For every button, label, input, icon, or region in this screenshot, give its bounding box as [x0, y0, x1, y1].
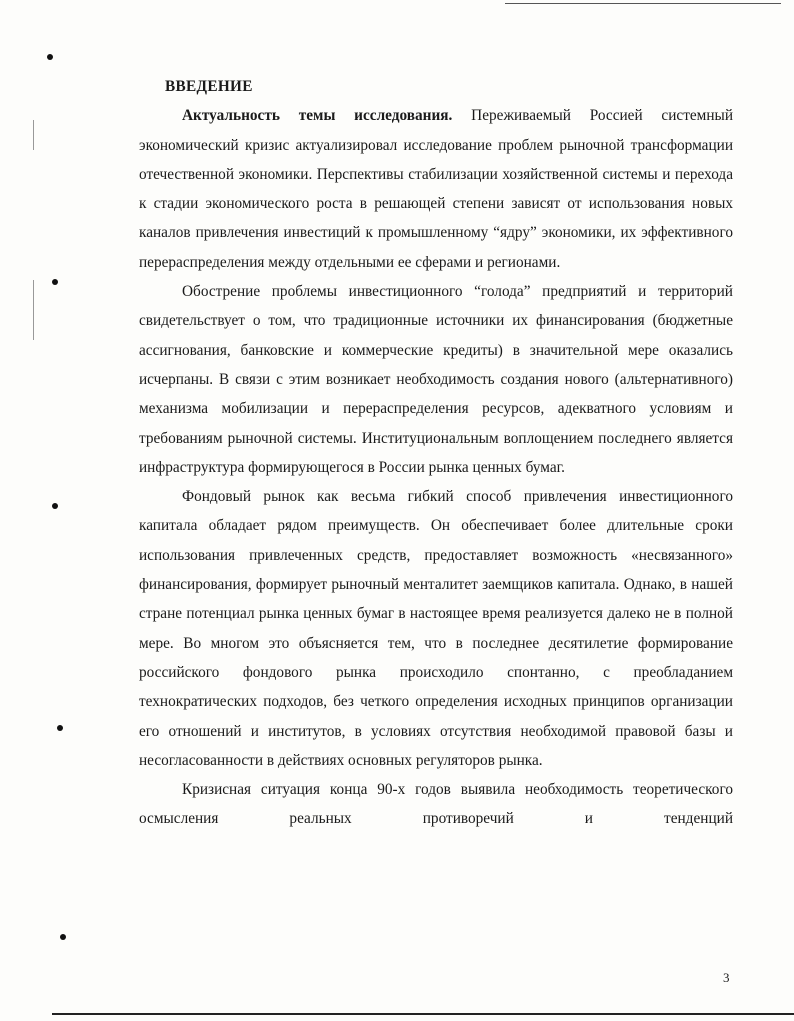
paragraph-stock-market: Фондовый рынок как весьма гибкий способ привлечения инвестиционного капитала обладает рядом преимуществ. Он обеспечивает более длительные сроки использования привлеченных средств, предоставляет возможность «несвязанного» финансирования, формирует рыночный менталитет заемщиков капитала. Однако, в нашей стране потенциал рынка ценных бумаг в настоящее время реализуется далеко не в полной мере. Во многом это объясняется тем, что в последнее десятилетие формирование российского фондового рынка происходило спонтанно, с преобладанием технократических подходов, без четкого определения исходных принципов организации его отношений и институтов, в условиях отсутствия необходимой правовой базы и несогласованности в действиях основных регуляторов рынка.	[139, 488, 733, 769]
scan-artifact-top-line	[505, 3, 781, 4]
punch-hole-mark	[60, 934, 66, 940]
paragraph-crisis: Кризисная ситуация конца 90-х годов выявила необходимость теоретического осмысления реальных противоречий и тенденций	[139, 781, 733, 828]
punch-hole-mark	[57, 725, 63, 731]
scan-artifact-left-edge	[33, 280, 34, 340]
paragraph-relevance	[139, 101, 733, 277]
scan-artifact-left-edge	[33, 120, 34, 150]
page-number: 3	[723, 970, 730, 985]
section-heading: ВВЕДЕНИЕ	[165, 78, 253, 95]
punch-hole-mark	[52, 503, 58, 509]
scan-artifact-bottom-line	[52, 1013, 794, 1015]
punch-hole-mark	[52, 279, 58, 285]
paragraph-text: Переживаемый Россией системный экономический кризис актуализировал исследование проблем рыночной трансформации отечественной экономики. Перспективы стабилизации хозяйственной системы и перехода к стадии экономического роста в решающей степени зависят от использования новых каналов привлечения инвестиций к промышленному “ядру” экономики, их эффективного перераспределения между отдельными ее сферами и регионами.	[139, 107, 733, 271]
page-body	[139, 72, 733, 834]
paragraph-lead: Актуальность темы исследования.	[182, 107, 453, 125]
punch-hole-mark	[47, 54, 53, 60]
paragraph-investment-hunger: Обострение проблемы инвестиционного “голода” предприятий и территорий свидетельствует о том, что традиционные источники их финансирования (бюджетные ассигнования, банковские и коммерческие кредиты) в значительной мере оказались исчерпаны. В связи с этим возникает необходимость создания нового (альтернативного) механизма мобилизации и перераспределения ресурсов, адекватного условиям и требованиям рыночной системы. Институциональным воплощением последнего является инфраструктура формирующегося в России рынка ценных бумаг.	[139, 283, 733, 476]
